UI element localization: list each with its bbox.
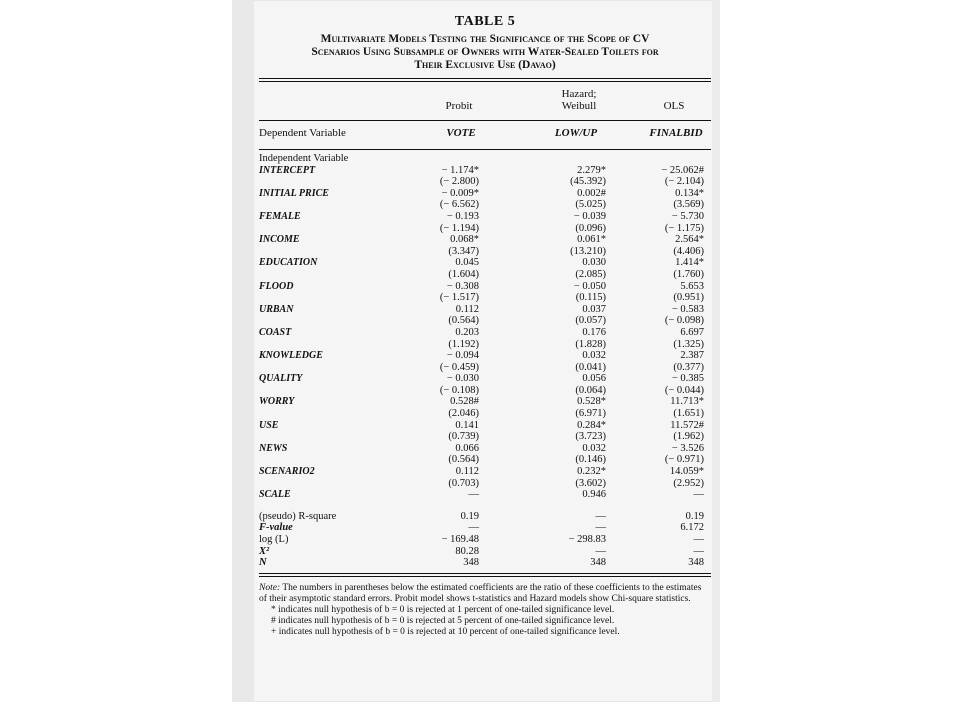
variable-name: INITIAL PRICE [259,187,329,199]
table-cell: 11.713* [670,396,704,408]
table-cell: (0.057) [575,315,606,327]
statistic-row [259,408,711,420]
table-cell: (0.951) [673,292,704,304]
table-cell: 0.037 [582,303,606,315]
coefficient-row [259,350,711,362]
table-cell: 0.528* [577,396,606,408]
table-cell: 0.528# [450,396,479,408]
note-paragraph [259,583,711,605]
table-cell: (3.723) [575,431,606,443]
summary-stat-row [259,557,711,569]
statistic-row [259,199,711,211]
variable-name: EDUCATION [259,257,318,269]
table-cell: (2.046) [448,408,479,420]
table-cell: − 1.174* [441,164,479,176]
table-cell: 0.056 [582,373,606,385]
table-cell: 0.134* [675,187,704,199]
column-header-ols: OLS [663,100,685,112]
coefficient-row [259,211,711,223]
table-cell: 0.002# [577,187,606,199]
page-edge-right [712,0,720,702]
table-cell: − 3.526 [671,442,704,454]
statistic-row [259,223,711,235]
variable-name: FEMALE [259,210,301,222]
coefficient-row [259,281,711,293]
table-block [259,14,711,638]
column-header-line: Hazard; [561,88,597,100]
table-cell: 80.28 [455,545,479,557]
variable-name: URBAN [259,303,294,315]
table-cell: 0.232* [577,466,606,478]
statistic-row [259,385,711,397]
table-cell: (− 1.517) [439,292,479,304]
footnote-10pct: + indicates null hypothesis of b = 0 is rejected at 10 percent of one-tailed significance level. [271,626,620,637]
dependent-variable-row [259,123,711,147]
table-cell: (1.760) [673,268,704,280]
column-header-probit: Probit [445,100,473,112]
table-cell: 0.061* [577,234,606,246]
table-cell: − 0.009* [441,187,479,199]
summary-stat-row [259,511,711,523]
coefficient-row [259,420,711,432]
variable-name: F-value [259,522,293,534]
table-cell: (0.041) [575,361,606,373]
table-cell: (6.971) [575,408,606,420]
table-cell: 0.066 [455,442,479,454]
statistic-row [259,339,711,351]
table-cell: 2.564* [675,234,704,246]
table-cell: − 0.308 [446,280,479,292]
table-cell: 0.141 [455,419,479,431]
table-cell: (1.962) [673,431,704,443]
table-cell: 0.176 [582,326,606,338]
table-cell: 2.387 [680,350,704,362]
coefficient-row [259,466,711,478]
variable-name: COAST [259,326,292,338]
footnote-5pct: # indicates null hypothesis of b = 0 is rejected at 5 percent of one-tailed significance level. [271,615,615,626]
coefficient-row [259,489,711,501]
variable-name: WORRY [259,396,295,408]
coefficient-row [259,304,711,316]
statistic-row [259,315,711,327]
column-header-hazard [544,88,614,112]
table-cell: (− 6.562) [439,199,479,211]
table-cell: — [693,489,704,501]
dependent-variable-hazard: LOW/UP [554,127,598,139]
table-cell: (0.739) [448,431,479,443]
subtitle-line: Scenarios Using Subsample of Owners with Water-Sealed Toilets for [311,46,659,58]
table-cell: (− 0.459) [439,361,479,373]
table-cell: (5.025) [575,199,606,211]
footnote-1pct: * indicates null hypothesis of b = 0 is rejected at 1 percent of one-tailed significance level. [271,604,615,615]
table-cell: 0.112 [455,466,479,478]
table-cell: 348 [688,557,704,569]
table-subtitle [259,33,711,72]
coefficient-row [259,396,711,408]
header-rule [259,120,711,121]
table-cell: (1.192) [448,338,479,350]
table-cell: 0.284* [577,419,606,431]
table-cell: 0.032 [582,350,606,362]
subtitle-line: Multivariate Models Testing the Significance of the Scope of CV [320,33,650,45]
table-cell: − 0.385 [671,373,704,385]
table-cell: — [595,522,606,534]
table-cell: — [468,489,479,501]
table-cell: (0.146) [575,454,606,466]
table-cell: 2.279* [577,164,606,176]
statistic-row [259,431,711,443]
dependent-variable-label: Dependent Variable [259,127,346,139]
variable-name: X² [259,545,270,557]
variable-name: KNOWLEDGE [259,350,323,362]
bottom-rule [259,573,711,577]
table-cell: 0.030 [582,257,606,269]
table-cell: 0.19 [685,510,704,522]
table-cell: 6.172 [680,522,704,534]
table-cell: 1.414* [675,257,704,269]
table-cell: 11.572# [670,419,704,431]
table-cell: − 0.094 [446,350,479,362]
table-cell: − 0.050 [573,280,606,292]
table-cell: 0.203 [455,326,479,338]
table-cell: 0.032 [582,442,606,454]
table-cell: 0.946 [582,489,606,501]
table-cell: (0.564) [448,315,479,327]
table-cell: − 0.583 [671,303,704,315]
table-cell: 14.059* [669,466,704,478]
table-cell: (3.347) [448,245,479,257]
table-cell: 0.112 [455,303,479,315]
summary-stat-row [259,522,711,534]
summary-stat-row [259,534,711,546]
table-cell: (0.115) [575,292,606,304]
table-cell: — [595,510,606,522]
table-cell: (1.604) [448,268,479,280]
table-cell: (− 1.194) [439,222,479,234]
dependent-variable-ols: FINALBID [649,127,703,139]
table-cell: (− 0.971) [664,454,704,466]
table-cell: − 0.039 [573,210,606,222]
summary-stat-rows [259,511,711,569]
table-cell: (3.569) [673,199,704,211]
table-cell: (1.651) [673,408,704,420]
coefficient-rows [259,165,711,501]
page-edge-left [232,0,254,702]
table-cell: 0.19 [460,510,479,522]
table-cell: — [468,522,479,534]
table-cell: (4.406) [673,245,704,257]
table-cell: (0.096) [575,222,606,234]
statistic-row [259,292,711,304]
table-cell: (0.703) [448,477,479,489]
statistic-row [259,246,711,258]
dependent-variable-probit: VOTE [446,127,476,139]
table-cell: 6.697 [680,326,704,338]
independent-variable-heading-row [259,153,711,165]
table-cell: (1.325) [673,338,704,350]
column-header-line: Weibull [561,100,597,112]
note-label: Note: [259,582,281,593]
table-cell: (2.085) [575,268,606,280]
summary-stat-row [259,546,711,558]
variable-name: (pseudo) R-square [259,510,337,522]
table-cell: (13.210) [570,245,606,257]
table-cell: (0.064) [575,384,606,396]
column-header [259,82,711,118]
variable-name: SCALE [259,489,291,501]
variable-name: log (L) [259,534,289,545]
table-cell: (− 0.044) [664,384,704,396]
table-cell: − 169.48 [441,534,479,545]
table-cell: (3.602) [575,477,606,489]
table-title: TABLE 5 [454,14,516,29]
table-cell: 348 [463,557,479,569]
table-cell: 0.068* [450,234,479,246]
table-cell: (2.952) [673,477,704,489]
variable-name: SCENARIO2 [259,466,315,478]
statistic-row [259,362,711,374]
table-note [259,583,711,638]
table-cell: − 0.193 [446,210,479,222]
table-cell: — [693,545,704,557]
table-cell: 0.045 [455,257,479,269]
variable-name: QUALITY [259,373,303,385]
table-cell: − 25.062# [661,164,704,176]
table-cell: (0.564) [448,454,479,466]
variable-name: FLOOD [259,280,294,292]
depvar-rule [259,149,711,150]
variable-name: N [259,557,267,569]
coefficient-row [259,165,711,177]
coefficient-row [259,234,711,246]
table-cell: (1.828) [575,338,606,350]
table-cell: (− 0.098) [664,315,704,327]
statistic-row [259,478,711,490]
statistic-row [259,176,711,188]
table-cell: (− 2.104) [664,176,704,188]
table-cell: − 5.730 [671,210,704,222]
statistic-row [259,269,711,281]
table-cell: (− 1.175) [664,222,704,234]
table-cell: 5.653 [680,280,704,292]
subtitle-line: Their Exclusive Use (Davao) [414,59,556,71]
variable-name: NEWS [259,442,288,454]
variable-name: INCOME [259,234,300,246]
statistic-row [259,454,711,466]
independent-variable-label: Independent Variable [259,153,349,164]
note-text: The numbers in parentheses below the estimated coefficients are the ratio of these coefficients to the estimates of their asymptotic standard errors. Probit model shows t-statistics and Hazard models show Chi-square statistics. [259,582,702,604]
table-cell: — [693,534,704,545]
table-cell: − 0.030 [446,373,479,385]
coefficient-row [259,257,711,269]
scanned-page [232,0,720,702]
table-cell: − 298.83 [568,534,606,545]
coefficient-row [259,443,711,455]
coefficient-row [259,188,711,200]
table-cell: (− 0.108) [439,384,479,396]
coefficient-row [259,373,711,385]
variable-name: USE [259,419,279,431]
table-cell: (45.392) [570,176,606,188]
table-cell: (− 2.800) [439,176,479,188]
table-cell: (0.377) [673,361,704,373]
variable-name: INTERCEPT [259,164,316,176]
table-cell: — [595,545,606,557]
coefficient-row [259,327,711,339]
table-cell: 348 [590,557,606,569]
